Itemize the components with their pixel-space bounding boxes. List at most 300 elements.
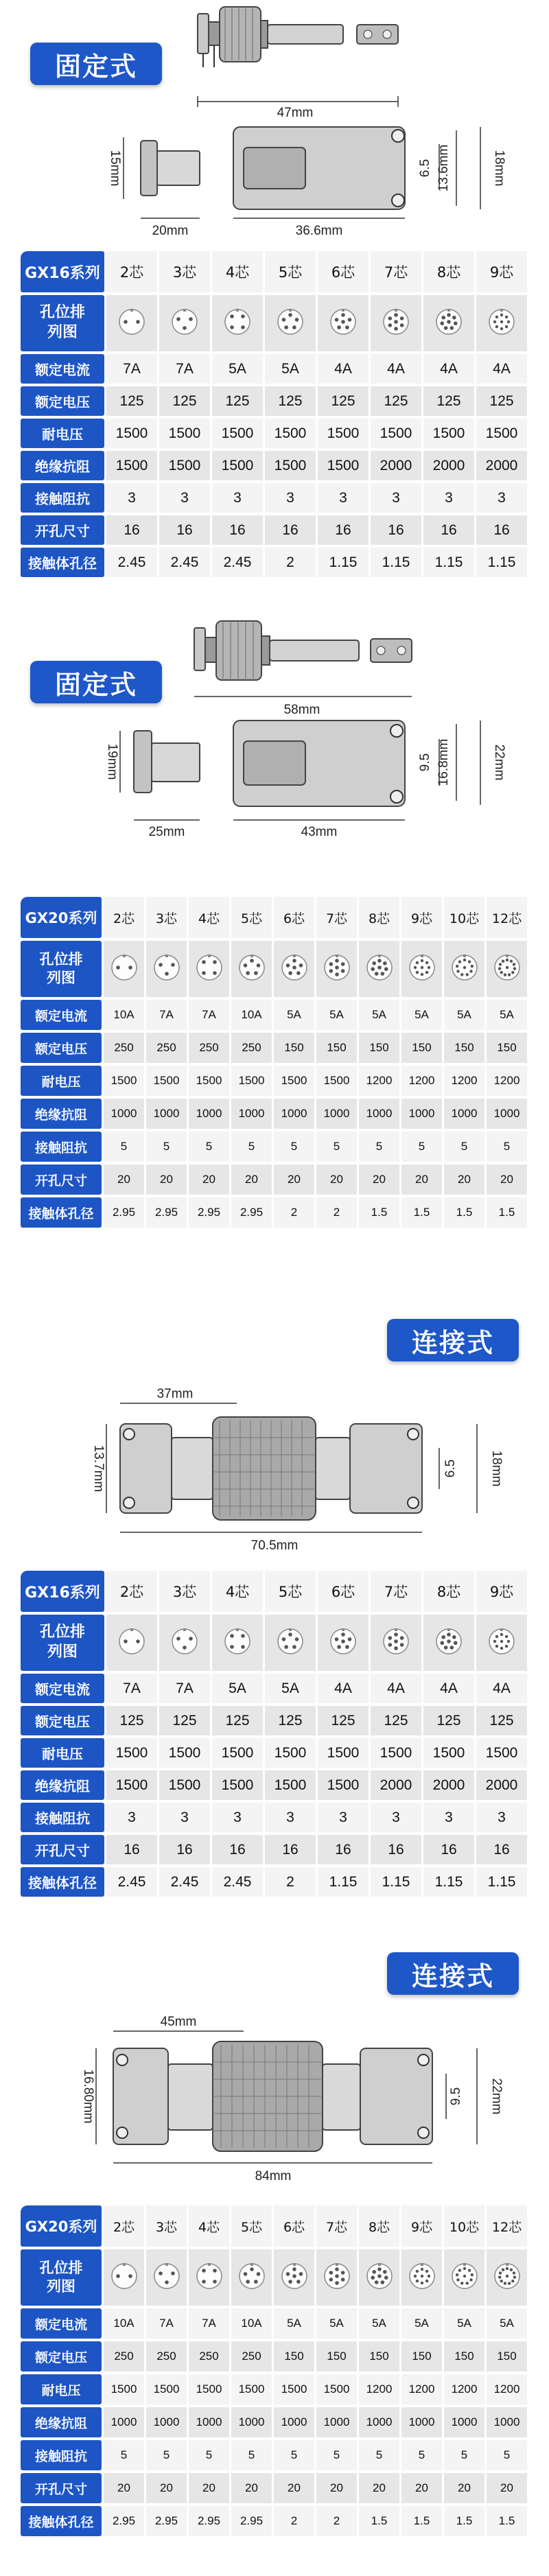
core-count-header: 5芯	[231, 897, 272, 938]
connector-drawing	[0, 2011, 549, 2230]
dim-diameter: 15mm	[108, 150, 122, 187]
spec-row-label: 接触阻抗	[21, 1132, 102, 1162]
spec-value: 5	[104, 1132, 144, 1162]
core-count-header: 3芯	[159, 251, 210, 292]
spec-value: 2.95	[104, 1197, 144, 1228]
spec-value: 125	[106, 1706, 157, 1735]
spec-value: 1.5	[487, 2506, 527, 2536]
spec-value: 150	[274, 1033, 314, 1063]
spec-value: 5	[146, 1132, 187, 1162]
mount-type-badge: 连接式	[387, 1952, 519, 1995]
pin-layout-icon	[493, 954, 521, 981]
dim-flange: 25mm	[148, 825, 185, 839]
spec-value: 150	[444, 1033, 484, 1063]
pin-layout-cell	[359, 2249, 399, 2306]
spec-value: 250	[189, 1033, 229, 1063]
spec-value: 5	[487, 2440, 527, 2470]
spec-value: 1.15	[318, 548, 369, 577]
spec-value: 3	[159, 1803, 210, 1832]
spec-value: 3	[212, 483, 263, 513]
spec-value: 1500	[159, 1770, 210, 1800]
spec-value: 7A	[189, 1000, 229, 1030]
series-label: GX20系列	[21, 897, 102, 938]
spec-value: 20	[104, 1164, 144, 1195]
core-count-header: 7芯	[371, 251, 421, 292]
spec-value: 2000	[371, 451, 421, 480]
spec-value: 250	[231, 1033, 272, 1063]
spec-value: 125	[212, 1706, 263, 1735]
spec-value: 4A	[371, 1674, 421, 1703]
pin-layout-icon	[366, 2262, 393, 2290]
spec-value: 20	[316, 2473, 357, 2503]
pin-layout-cell	[265, 295, 316, 351]
spec-row-label: 耐电压	[21, 2374, 102, 2404]
spec-value: 1.5	[444, 1197, 484, 1228]
pin-layout-cell	[159, 295, 210, 351]
pin-layout-icon	[118, 1628, 145, 1655]
pin-layout-icon	[110, 2262, 138, 2290]
spec-row-label: 额定电流	[21, 2308, 102, 2339]
dim-diameter: 19mm	[105, 743, 119, 780]
spec-row-label: 接触阻抗	[21, 483, 104, 513]
spec-value: 7A	[106, 1674, 157, 1703]
mount-type-badge: 固定式	[30, 43, 162, 85]
pin-layout-cell	[106, 1615, 157, 1671]
spec-value: 1500	[423, 1738, 474, 1768]
spec-value: 20	[401, 1164, 442, 1195]
pin-layout-icon	[153, 2262, 180, 2290]
spec-value: 5A	[265, 1674, 316, 1703]
spec-value: 250	[104, 2341, 144, 2372]
spec-value: 20	[487, 2473, 527, 2503]
spec-value: 2000	[423, 451, 474, 480]
core-count-header: 6芯	[318, 1571, 369, 1612]
pin-layout-cell	[371, 295, 421, 351]
spec-value: 1000	[274, 1099, 314, 1129]
core-count-header: 6芯	[274, 2205, 314, 2247]
spec-value: 3	[318, 1803, 369, 1832]
spec-value: 250	[189, 2341, 229, 2372]
pin-layout-icon	[238, 2262, 266, 2290]
spec-value: 3	[159, 483, 210, 513]
spec-row-label: 额定电流	[21, 1674, 104, 1703]
core-count-header: 4芯	[212, 251, 263, 292]
spec-value: 2.45	[212, 548, 263, 577]
spec-value: 125	[318, 386, 369, 416]
section-gx20-inline	[0, 1918, 549, 2576]
spec-value: 7A	[146, 2308, 187, 2339]
spec-value: 1.5	[401, 2506, 442, 2536]
spec-value: 20	[274, 2473, 314, 2503]
core-count-header: 4芯	[212, 1571, 263, 1612]
spec-value: 150	[274, 2341, 314, 2372]
spec-value: 150	[401, 2341, 442, 2372]
pin-layout-cell	[423, 295, 474, 351]
pin-layout-cell	[146, 941, 187, 997]
spec-value: 20	[104, 2473, 144, 2503]
spec-value: 2000	[423, 1770, 474, 1800]
pin-layout-icon	[153, 954, 180, 981]
spec-row-label: 额定电压	[21, 1033, 102, 1063]
spec-value: 1500	[318, 451, 369, 480]
spec-value: 1000	[487, 2407, 527, 2437]
pin-layout-icon	[408, 2262, 436, 2290]
spec-value: 5	[104, 2440, 144, 2470]
pin-layout-icon	[281, 954, 308, 981]
spec-value: 16	[371, 1835, 421, 1864]
dim-body: 43mm	[301, 825, 338, 839]
spec-value: 1500	[189, 2374, 229, 2404]
spec-value: 1.5	[359, 1197, 399, 1228]
spec-value: 20	[316, 1164, 357, 1195]
spec-value: 5	[359, 2440, 399, 2470]
spec-value: 1200	[359, 1066, 399, 1096]
dim-inner: 13.6mm	[436, 144, 451, 192]
core-count-header: 10芯	[444, 897, 484, 938]
layout-label: 孔位排列图	[21, 1615, 104, 1671]
core-count-header: 9芯	[401, 897, 442, 938]
spec-row-label: 额定电压	[21, 1706, 104, 1735]
pin-layout-icon	[488, 1628, 515, 1655]
spec-value: 16	[318, 1835, 369, 1864]
spec-row-label: 接触体孔径	[21, 548, 104, 577]
pin-layout-icon	[435, 308, 463, 336]
spec-value: 1500	[104, 2374, 144, 2404]
dim-pitch: 6.5	[418, 159, 432, 178]
spec-value: 5	[189, 2440, 229, 2470]
spec-value: 5	[189, 1132, 229, 1162]
spec-value: 1000	[104, 2407, 144, 2437]
spec-row-label: 接触体孔径	[21, 1867, 104, 1897]
spec-value: 1500	[159, 1738, 210, 1768]
spec-value: 7A	[159, 354, 210, 384]
spec-value: 1.5	[487, 1197, 527, 1228]
spec-value: 2.45	[159, 548, 210, 577]
spec-value: 250	[146, 2341, 187, 2372]
layout-label: 孔位排列图	[21, 295, 104, 351]
spec-value: 5	[316, 1132, 357, 1162]
spec-value: 2.45	[106, 1867, 157, 1897]
pin-layout-icon	[488, 308, 515, 336]
spec-value: 1500	[106, 1738, 157, 1768]
spec-value: 2	[274, 1197, 314, 1228]
spec-value: 16	[476, 515, 527, 545]
spec-value: 20	[401, 2473, 442, 2503]
spec-value: 5A	[444, 1000, 484, 1030]
pin-layout-icon	[408, 954, 436, 981]
section-gx16-fixed	[0, 0, 549, 621]
spec-row-label: 额定电压	[21, 2341, 102, 2372]
spec-value: 1500	[371, 1738, 421, 1768]
core-count-header: 3芯	[146, 897, 187, 938]
spec-value: 125	[476, 1706, 527, 1735]
spec-value: 150	[444, 2341, 484, 2372]
spec-value: 2.95	[231, 2506, 272, 2536]
spec-value: 5A	[487, 2308, 527, 2339]
spec-value: 4A	[423, 354, 474, 384]
spec-value: 1.5	[359, 2506, 399, 2536]
spec-value: 2.95	[189, 1197, 229, 1228]
spec-value: 1500	[476, 1738, 527, 1768]
spec-value: 3	[476, 1803, 527, 1832]
spec-value: 5A	[401, 2308, 442, 2339]
spec-value: 1200	[444, 1066, 484, 1096]
spec-value: 1500	[159, 451, 210, 480]
spec-row-label: 开孔尺寸	[21, 1164, 102, 1195]
spec-value: 1.15	[423, 548, 474, 577]
spec-value: 125	[476, 386, 527, 416]
spec-value: 1000	[274, 2407, 314, 2437]
spec-value: 5	[274, 1132, 314, 1162]
pin-layout-icon	[224, 308, 251, 336]
spec-row-label: 额定电压	[21, 386, 104, 416]
pin-layout-icon	[323, 2262, 351, 2290]
spec-value: 1000	[146, 2407, 187, 2437]
pin-layout-icon	[110, 954, 138, 981]
dim-body: 36.6mm	[295, 224, 343, 238]
spec-value: 125	[106, 386, 157, 416]
spec-value: 2.95	[104, 2506, 144, 2536]
spec-value: 1000	[316, 1099, 357, 1129]
spec-value: 1200	[401, 2374, 442, 2404]
spec-value: 125	[265, 1706, 316, 1735]
spec-value: 10A	[231, 1000, 272, 1030]
spec-value: 1.15	[476, 1867, 527, 1897]
spec-value: 2000	[476, 451, 527, 480]
dim-inner: 16.8mm	[436, 738, 451, 786]
spec-value: 16	[265, 1835, 316, 1864]
pin-layout-cell	[212, 1615, 263, 1671]
core-count-header: 2芯	[106, 1571, 157, 1612]
spec-value: 20	[189, 2473, 229, 2503]
spec-value: 3	[476, 483, 527, 513]
spec-value: 5	[359, 1132, 399, 1162]
spec-value: 5A	[316, 1000, 357, 1030]
pin-layout-icon	[281, 2262, 308, 2290]
pin-layout-icon	[238, 954, 266, 981]
spec-value: 1500	[476, 419, 527, 448]
spec-value: 2.95	[146, 1197, 187, 1228]
spec-value: 1000	[487, 1099, 527, 1129]
spec-value: 1.5	[444, 2506, 484, 2536]
pin-layout-icon	[366, 954, 393, 981]
spec-value: 20	[444, 1164, 484, 1195]
spec-value: 1500	[212, 1738, 263, 1768]
pin-layout-cell	[231, 2249, 272, 2306]
pin-layout-cell	[487, 2249, 527, 2306]
dim-flange: 20mm	[152, 224, 189, 238]
spec-value: 1200	[401, 1066, 442, 1096]
spec-value: 150	[316, 2341, 357, 2372]
spec-value: 16	[476, 1835, 527, 1864]
spec-value: 10A	[231, 2308, 272, 2339]
spec-value: 1000	[444, 1099, 484, 1129]
spec-row-label: 耐电压	[21, 419, 104, 448]
core-count-header: 5芯	[231, 2205, 272, 2247]
series-label: GX16系列	[21, 251, 104, 292]
spec-value: 20	[231, 1164, 272, 1195]
spec-row-label: 绝缘抗阻	[21, 1099, 102, 1129]
spec-value: 2.95	[146, 2506, 187, 2536]
core-count-header: 6芯	[274, 897, 314, 938]
spec-value: 1000	[189, 1099, 229, 1129]
core-count-header: 8芯	[423, 251, 474, 292]
spec-value: 16	[371, 515, 421, 545]
spec-value: 1500	[265, 1770, 316, 1800]
pin-layout-cell	[318, 295, 369, 351]
layout-label: 孔位排列图	[21, 941, 102, 997]
spec-value: 125	[371, 1706, 421, 1735]
spec-value: 16	[106, 1835, 157, 1864]
spec-value: 125	[265, 386, 316, 416]
dim-length: 58mm	[283, 703, 320, 717]
spec-value: 150	[487, 1033, 527, 1063]
pin-layout-cell	[401, 2249, 442, 2306]
core-count-header: 10芯	[444, 2205, 484, 2247]
spec-value: 16	[423, 515, 474, 545]
spec-value: 125	[423, 1706, 474, 1735]
core-count-header: 7芯	[316, 897, 357, 938]
pin-layout-icon	[382, 1628, 410, 1655]
core-count-header: 2芯	[104, 897, 144, 938]
spec-value: 5A	[401, 1000, 442, 1030]
spec-value: 5A	[444, 2308, 484, 2339]
spec-value: 1000	[401, 1099, 442, 1129]
series-label: GX20系列	[21, 2205, 102, 2247]
pin-layout-cell	[444, 2249, 484, 2306]
spec-value: 1000	[104, 1099, 144, 1129]
pin-layout-cell	[371, 1615, 421, 1671]
pin-layout-cell	[444, 941, 484, 997]
spec-value: 2000	[371, 1770, 421, 1800]
spec-value: 5	[316, 2440, 357, 2470]
core-count-header: 5芯	[265, 1571, 316, 1612]
spec-value: 1500	[318, 1770, 369, 1800]
spec-value: 3	[371, 483, 421, 513]
spec-value: 125	[159, 1706, 210, 1735]
pin-layout-icon	[196, 954, 223, 981]
spec-value: 5A	[316, 2308, 357, 2339]
spec-value: 1500	[231, 1066, 272, 1096]
pin-layout-cell	[104, 2249, 144, 2306]
spec-value: 125	[159, 386, 210, 416]
core-count-header: 9芯	[401, 2205, 442, 2247]
spec-value: 5A	[487, 1000, 527, 1030]
dim-outer: 18mm	[492, 150, 506, 187]
connector-drawing	[0, 621, 549, 841]
spec-value: 1000	[401, 2407, 442, 2437]
spec-value: 1500	[423, 419, 474, 448]
dim-inner: 16.80mm	[81, 2069, 95, 2124]
spec-value: 250	[104, 1033, 144, 1063]
pin-layout-cell	[189, 941, 229, 997]
core-count-header: 8芯	[359, 897, 399, 938]
spec-value: 16	[212, 515, 263, 545]
dim-left: 45mm	[160, 2015, 197, 2029]
spec-value: 5	[231, 2440, 272, 2470]
spec-value: 250	[231, 2341, 272, 2372]
spec-value: 16	[106, 515, 157, 545]
mount-type-badge: 连接式	[387, 1319, 519, 1361]
spec-value: 5A	[274, 1000, 314, 1030]
dim-left: 37mm	[156, 1387, 194, 1401]
spec-value: 2.45	[106, 548, 157, 577]
spec-value: 150	[487, 2341, 527, 2372]
pin-layout-icon	[493, 2262, 521, 2290]
spec-value: 5A	[359, 1000, 399, 1030]
spec-value: 20	[146, 2473, 187, 2503]
spec-value: 1200	[444, 2374, 484, 2404]
spec-value: 1500	[212, 419, 263, 448]
spec-value: 3	[423, 483, 474, 513]
spec-value: 1200	[487, 2374, 527, 2404]
spec-value: 2.95	[231, 1197, 272, 1228]
spec-value: 16	[265, 515, 316, 545]
spec-row-label: 接触体孔径	[21, 1197, 102, 1228]
spec-value: 1500	[318, 419, 369, 448]
spec-value: 1500	[231, 2374, 272, 2404]
spec-value: 1000	[316, 2407, 357, 2437]
spec-row-label: 接触体孔径	[21, 2506, 102, 2536]
spec-value: 1.15	[371, 548, 421, 577]
section-gx16-inline	[0, 1252, 549, 1918]
pin-layout-icon	[118, 308, 145, 336]
pin-layout-icon	[382, 308, 410, 336]
core-count-header: 8芯	[359, 2205, 399, 2247]
spec-value: 4A	[371, 354, 421, 384]
spec-table	[19, 2203, 529, 2539]
spec-value: 3	[106, 1803, 157, 1832]
dim-inner: 13.7mm	[91, 1444, 106, 1492]
spec-value: 125	[423, 386, 474, 416]
pin-layout-icon	[196, 2262, 223, 2290]
spec-value: 1000	[146, 1099, 187, 1129]
spec-value: 1500	[274, 2374, 314, 2404]
spec-value: 150	[359, 1033, 399, 1063]
spec-value: 1.15	[476, 548, 527, 577]
pin-layout-cell	[401, 941, 442, 997]
spec-value: 5	[487, 1132, 527, 1162]
core-count-header: 2芯	[104, 2205, 144, 2247]
spec-value: 1500	[146, 1066, 187, 1096]
spec-value: 2	[316, 2506, 357, 2536]
spec-value: 7A	[146, 1000, 187, 1030]
pin-layout-icon	[329, 308, 357, 336]
pin-layout-cell	[316, 941, 357, 997]
spec-value: 16	[423, 1835, 474, 1864]
spec-value: 1500	[106, 419, 157, 448]
pin-layout-cell	[146, 2249, 187, 2306]
pin-layout-cell	[487, 941, 527, 997]
spec-value: 1500	[371, 419, 421, 448]
spec-value: 1000	[444, 2407, 484, 2437]
pin-layout-cell	[274, 2249, 314, 2306]
spec-value: 3	[265, 483, 316, 513]
pin-layout-icon	[451, 2262, 478, 2290]
spec-value: 4A	[318, 354, 369, 384]
spec-value: 5A	[212, 1674, 263, 1703]
spec-value: 5	[444, 1132, 484, 1162]
mount-type-badge: 固定式	[30, 661, 162, 703]
spec-value: 4A	[423, 1674, 474, 1703]
spec-row-label: 绝缘抗阻	[21, 1770, 104, 1800]
spec-row-label: 耐电压	[21, 1738, 104, 1768]
spec-value: 16	[212, 1835, 263, 1864]
pin-layout-icon	[435, 1628, 463, 1655]
core-count-header: 5芯	[265, 251, 316, 292]
spec-row-label: 接触阻抗	[21, 1803, 104, 1832]
core-count-header: 7芯	[316, 2205, 357, 2247]
